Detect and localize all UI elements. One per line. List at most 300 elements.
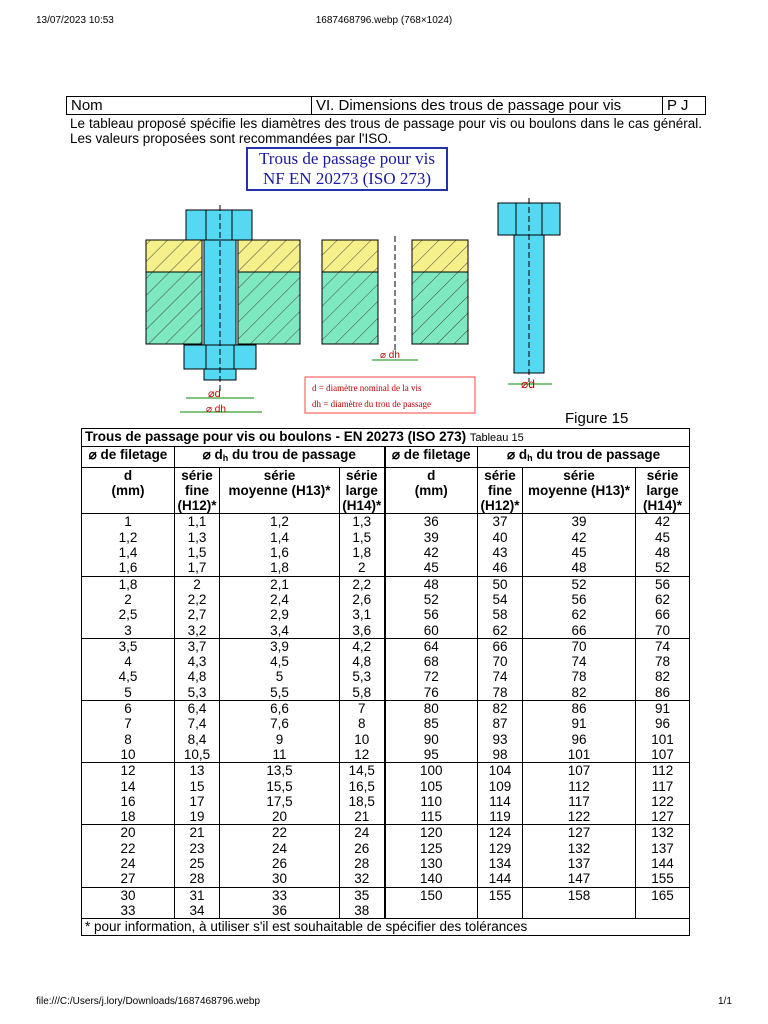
cell-value: 3,6 xyxy=(352,622,372,638)
cell-value: 80 xyxy=(423,701,439,717)
figure-number: Figure 15 xyxy=(565,410,629,427)
cell-value: 82 xyxy=(655,669,671,685)
cell-value: 70 xyxy=(655,622,671,638)
table-cell xyxy=(340,514,385,576)
table-cell xyxy=(175,825,220,887)
cell-value: 137 xyxy=(651,840,674,856)
col-moyenne-right: série moyenne (H13)* xyxy=(523,467,636,514)
cell-value: 8,4 xyxy=(187,731,207,747)
cell-value: 4,5 xyxy=(118,669,138,685)
table-cell xyxy=(636,825,690,887)
cell-value: 2 xyxy=(124,591,132,607)
cell-value: 56 xyxy=(571,591,587,607)
cell-value: 1,4 xyxy=(118,545,138,561)
cell-value: 66 xyxy=(571,622,587,638)
cell-value: 26 xyxy=(354,840,370,856)
print-file-path: file:///C:/Users/j.lory/Downloads/1687468796.webp xyxy=(36,996,261,1007)
cell-value: 52 xyxy=(655,560,671,576)
table-cell xyxy=(82,825,175,887)
cell-value: 137 xyxy=(567,856,591,872)
cell-value: 122 xyxy=(651,793,674,809)
dimension-lines-left xyxy=(180,388,262,415)
cell-value: 7,4 xyxy=(187,716,207,732)
table-cell xyxy=(220,825,340,887)
label-d-left: ⌀d xyxy=(208,388,221,400)
table-cell xyxy=(385,825,478,887)
cell-value: 117 xyxy=(568,793,590,809)
cell-value: 125 xyxy=(419,840,443,856)
cell-value: 27 xyxy=(120,871,136,887)
figure-title-line2: NF EN 20273 (ISO 273) xyxy=(262,169,432,188)
cell-value: 7,6 xyxy=(270,716,289,732)
cell-value: 105 xyxy=(419,778,443,794)
header-filetage-left: ⌀ de filetage xyxy=(82,447,175,467)
cell-value: 35 xyxy=(354,887,370,903)
label-dh-left: ⌀ dh xyxy=(206,404,226,415)
cell-value: 5 xyxy=(124,684,132,700)
table-cell xyxy=(175,887,220,919)
cell-value: 5,3 xyxy=(352,669,372,685)
cell-value: 14 xyxy=(120,778,136,794)
cell-value: 11 xyxy=(272,746,287,762)
cell-value: 16,5 xyxy=(348,778,375,794)
cell-value: 100 xyxy=(419,763,443,779)
print-page-count: 1/1 xyxy=(718,996,732,1007)
cell-value: 122 xyxy=(567,809,591,825)
cell-value: 24 xyxy=(271,840,288,856)
cell-value: 39 xyxy=(423,529,439,545)
cell-value: 7 xyxy=(124,716,132,732)
table-row-group xyxy=(82,763,690,825)
figure-title-line1: Trous de passage pour vis xyxy=(259,149,435,168)
cell-value: 2,1 xyxy=(270,576,289,592)
cell-value: 58 xyxy=(492,607,508,623)
cell-value: 6,4 xyxy=(187,701,207,717)
table-row-group xyxy=(82,825,690,887)
table-cell xyxy=(478,638,523,700)
cell-value: 91 xyxy=(655,701,671,717)
cell-value: 30 xyxy=(271,871,288,887)
title-main: VI. Dimensions des trous de passage pour vis xyxy=(312,97,663,114)
cell-value: 76 xyxy=(423,684,439,700)
col-large-left: série large (H14)* xyxy=(340,467,385,514)
table-cell xyxy=(385,887,478,919)
cell-value: 56 xyxy=(655,576,671,592)
cell-value: 46 xyxy=(492,560,508,576)
cell-value: 110 xyxy=(420,793,443,809)
label-d-right: ⌀d xyxy=(521,377,535,391)
cell-value: 56 xyxy=(423,607,439,623)
header-dh-left: ⌀ $d_h$ du trou de passage xyxy=(175,447,385,467)
cell-value: 7 xyxy=(357,701,366,717)
table-caption: Trous de passage pour vis ou boulons - EN 20273 (ISO 273) Tableau 15 xyxy=(82,429,690,447)
cell-value: 2,2 xyxy=(352,576,372,592)
legend-dh: dh = diamètre du trou de passage xyxy=(312,399,432,409)
cell-value: 66 xyxy=(492,638,508,654)
cell-value: 2,7 xyxy=(187,607,207,623)
cell-value: 21 xyxy=(354,809,370,825)
cell-value: 1,2 xyxy=(270,514,289,530)
cell-value: 96 xyxy=(655,716,671,732)
cell-value: 4 xyxy=(124,654,132,670)
table-cell xyxy=(636,701,690,763)
cell-value: 38 xyxy=(354,902,370,918)
cell-value: 12 xyxy=(120,763,136,779)
table-cell xyxy=(523,887,636,919)
cell-value: 33 xyxy=(271,887,288,903)
cell-value: 78 xyxy=(655,654,671,670)
title-pj: P J xyxy=(667,97,689,114)
cell-value: 91 xyxy=(571,716,587,732)
cell-value: 1,5 xyxy=(187,545,207,561)
cell-value: 24 xyxy=(120,856,136,872)
cell-value: 2,6 xyxy=(352,591,372,607)
table-cell xyxy=(82,638,175,700)
cell-value: 134 xyxy=(488,856,512,872)
table-cell xyxy=(523,825,636,887)
cell-value: 33 xyxy=(120,902,136,918)
cell-value: 104 xyxy=(488,763,512,779)
cell-value: 18 xyxy=(120,809,136,825)
cell-value: 8 xyxy=(357,716,366,732)
cell-value: 101 xyxy=(651,731,674,747)
table-cell xyxy=(82,514,175,576)
cell-value: 78 xyxy=(492,684,508,700)
cell-value: 25 xyxy=(189,856,205,872)
table-cell xyxy=(385,638,478,700)
table-cell xyxy=(478,887,523,919)
plates-with-hole xyxy=(322,236,468,361)
cell-value: 9 xyxy=(275,731,284,747)
cell-value: 14,5 xyxy=(348,763,375,779)
cell-value: 52 xyxy=(423,591,439,607)
table-cell xyxy=(478,763,523,825)
cell-value: 1,2 xyxy=(118,529,138,545)
cell-value: 70 xyxy=(492,654,508,670)
table-cell xyxy=(385,576,478,638)
cell-value: 39 xyxy=(571,514,587,530)
table-cell xyxy=(175,576,220,638)
cell-value: 147 xyxy=(567,871,591,887)
cell-value: 124 xyxy=(488,825,512,841)
cell-value: 17 xyxy=(189,793,205,809)
cell-value: 119 xyxy=(489,809,511,825)
table-footnote: * pour information, à utiliser s'il est souhaitable de spécifier des tolérances xyxy=(82,919,690,935)
table-cell xyxy=(636,638,690,700)
cell-value: 31 xyxy=(189,887,205,903)
table-cell xyxy=(175,638,220,700)
table-row-group xyxy=(82,514,690,576)
cell-value: 129 xyxy=(488,840,512,856)
col-d-left: d (mm) xyxy=(82,467,175,514)
cell-value: 114 xyxy=(489,793,511,809)
cell-value: 82 xyxy=(492,701,508,717)
cell-value: 15 xyxy=(189,778,205,794)
cell-value: 45 xyxy=(571,545,587,561)
table-cell xyxy=(82,887,175,919)
cell-value: 132 xyxy=(567,840,591,856)
cell-value: 12 xyxy=(354,746,370,762)
cell-value: 1,7 xyxy=(187,560,207,576)
cell-value: 42 xyxy=(571,529,587,545)
cell-value: 60 xyxy=(423,622,439,638)
table-ref: Tableau 15 xyxy=(469,432,524,444)
table-row-group xyxy=(82,576,690,638)
cell-value: 6,6 xyxy=(270,701,289,717)
table-cell xyxy=(175,763,220,825)
bolt-right xyxy=(498,198,560,391)
cell-value: 42 xyxy=(423,545,439,561)
table-cell xyxy=(523,514,636,576)
cell-value: 13 xyxy=(189,763,205,779)
cell-value: 3,4 xyxy=(270,622,289,638)
cell-value: 87 xyxy=(492,716,508,732)
cell-value: 2,2 xyxy=(187,591,207,607)
cell-value: 5 xyxy=(275,669,284,685)
table-cell xyxy=(478,576,523,638)
cell-value: 22 xyxy=(271,825,288,841)
cell-value: 127 xyxy=(567,825,591,841)
cell-value: 48 xyxy=(571,560,587,576)
cell-value: 82 xyxy=(571,684,587,700)
cell-value: 158 xyxy=(567,887,591,903)
cell-value: 3,2 xyxy=(187,622,207,638)
cell-value: 4,2 xyxy=(352,638,372,654)
table-cell xyxy=(385,701,478,763)
cell-value: 70 xyxy=(571,638,587,654)
cell-value: 50 xyxy=(492,576,508,592)
table-cell xyxy=(82,701,175,763)
cell-value: 22 xyxy=(120,840,136,856)
cell-value: 112 xyxy=(568,778,590,794)
cell-value: 95 xyxy=(423,746,439,762)
cell-value: 1,1 xyxy=(187,514,207,530)
table-cell xyxy=(523,576,636,638)
table-cell xyxy=(82,763,175,825)
cell-value: 115 xyxy=(420,809,443,825)
cell-value: 10 xyxy=(354,731,370,747)
cell-value: 5,8 xyxy=(352,684,372,700)
table-cell xyxy=(340,576,385,638)
cell-value: 78 xyxy=(571,669,587,685)
table-cell xyxy=(636,887,690,919)
cell-value: 37 xyxy=(492,514,508,530)
drawing-legend xyxy=(305,377,475,413)
cell-value: 19 xyxy=(189,809,205,825)
cell-value: 48 xyxy=(655,545,671,561)
table-cell xyxy=(636,576,690,638)
table-cell xyxy=(175,514,220,576)
table-cell xyxy=(340,887,385,919)
cell-value: 165 xyxy=(651,887,674,903)
cell-value: 130 xyxy=(419,856,443,872)
cell-value: 107 xyxy=(567,763,591,779)
cell-value: 155 xyxy=(651,871,674,887)
cell-value: 30 xyxy=(120,887,136,903)
table-cell xyxy=(220,638,340,700)
intro-paragraph: Le tableau proposé spécifie les diamètres des trous de passage pour vis ou boulons dans le cas général. Les valeurs proposées sont recommandées par l'ISO. xyxy=(70,116,702,146)
label-dh-middle: ⌀ dh xyxy=(380,350,400,361)
cell-value: 3,9 xyxy=(270,638,289,654)
cell-value: 45 xyxy=(423,560,439,576)
cell-value: 62 xyxy=(571,607,587,623)
cell-value: 117 xyxy=(651,778,674,794)
legend-d: d = diamètre nominal de la vis xyxy=(312,383,422,393)
cell-value: 1,6 xyxy=(118,560,138,576)
cell-value: 4,8 xyxy=(352,654,372,670)
table-cell xyxy=(220,887,340,919)
cell-value: 127 xyxy=(651,809,674,825)
cell-value: 1,8 xyxy=(270,560,289,576)
cell-value: 20 xyxy=(120,825,136,841)
cell-value: 62 xyxy=(492,622,508,638)
table-cell xyxy=(478,514,523,576)
cell-value: 1,3 xyxy=(187,529,207,545)
cell-value: 23 xyxy=(189,840,205,856)
cell-value: 1,6 xyxy=(270,545,289,561)
clearance-hole-table xyxy=(81,428,690,936)
table-row-group xyxy=(82,638,690,700)
table-cell xyxy=(478,701,523,763)
print-tab-title: 1687468796.webp (768×1024) xyxy=(315,15,453,26)
cell-value: 20 xyxy=(271,809,288,825)
table-cell xyxy=(220,576,340,638)
cell-value: 16 xyxy=(120,793,136,809)
table-cell xyxy=(340,825,385,887)
col-fine-right: série fine (H12)* xyxy=(478,467,523,514)
cell-value: 2,4 xyxy=(270,591,289,607)
cell-value: 2 xyxy=(193,576,201,592)
col-large-right: série large (H14)* xyxy=(636,467,690,514)
cell-value: 4,5 xyxy=(270,654,289,670)
cell-value: 86 xyxy=(571,701,587,717)
table-cell xyxy=(523,638,636,700)
cell-value: 98 xyxy=(492,746,508,762)
table-cell xyxy=(220,763,340,825)
cell-value: 109 xyxy=(488,778,512,794)
bolt-hole-drawing xyxy=(0,0,768,430)
cell-value: 8 xyxy=(124,731,132,747)
cell-value: 24 xyxy=(354,825,370,841)
table-cell xyxy=(478,825,523,887)
cell-value: 1,5 xyxy=(352,529,372,545)
cell-value: 1,3 xyxy=(352,514,372,530)
cell-value: 85 xyxy=(423,716,439,732)
cell-value: 74 xyxy=(655,638,671,654)
header-filetage-right: ⌀ de filetage xyxy=(385,447,478,467)
cell-value: 107 xyxy=(651,746,674,762)
table-cell xyxy=(523,763,636,825)
cell-value: 2,9 xyxy=(270,607,289,623)
cell-value: 74 xyxy=(571,654,587,670)
cell-value: 6 xyxy=(124,701,132,717)
cell-value: 2,5 xyxy=(118,607,138,623)
table-cell xyxy=(523,701,636,763)
table-row-group xyxy=(82,701,690,763)
cell-value: 2 xyxy=(357,560,366,576)
table-cell xyxy=(82,576,175,638)
cell-value: 1,8 xyxy=(352,545,372,561)
cell-value: 10,5 xyxy=(183,746,211,762)
cell-value: 15,5 xyxy=(266,778,293,794)
cell-value: 54 xyxy=(492,591,508,607)
cell-value: 42 xyxy=(655,514,671,530)
cell-value: 101 xyxy=(567,746,591,762)
cell-value: 52 xyxy=(571,576,587,592)
cell-value: 3,7 xyxy=(187,638,207,654)
col-fine-left: série fine (H12)* xyxy=(175,467,220,514)
table-cell xyxy=(220,514,340,576)
print-datetime: 13/07/2023 10:53 xyxy=(36,15,114,26)
cell-value: 21 xyxy=(189,825,205,841)
cell-value: 74 xyxy=(492,669,508,685)
cell-value: 120 xyxy=(419,825,443,841)
cell-value: 10 xyxy=(120,746,136,762)
cell-value: 26 xyxy=(271,856,288,872)
cell-value: 43 xyxy=(492,545,508,561)
cell-value: 155 xyxy=(488,887,512,903)
table-cell xyxy=(385,763,478,825)
table-cell xyxy=(175,701,220,763)
cell-value: 1 xyxy=(124,514,132,530)
cell-value: 28 xyxy=(189,871,205,887)
header-dh-right: ⌀ $d_h$ du trou de passage xyxy=(478,447,690,467)
cell-value: 36 xyxy=(423,514,439,530)
table-cell xyxy=(340,701,385,763)
table-cell xyxy=(340,638,385,700)
cell-value: 13,5 xyxy=(266,763,293,779)
cell-value: 1,4 xyxy=(270,529,289,545)
cell-value: 96 xyxy=(571,731,587,747)
cell-value: 64 xyxy=(423,638,439,654)
table-cell xyxy=(220,701,340,763)
cell-value: 40 xyxy=(492,529,508,545)
cell-value: 45 xyxy=(655,529,671,545)
cell-value: 4,8 xyxy=(187,669,207,685)
table-cell xyxy=(385,514,478,576)
cell-value: 144 xyxy=(488,871,512,887)
cell-value: 36 xyxy=(271,902,288,918)
table-cell xyxy=(636,763,690,825)
table-cell xyxy=(340,763,385,825)
cell-value: 132 xyxy=(651,825,674,841)
cell-value: 17,5 xyxy=(266,793,293,809)
cell-value: 48 xyxy=(423,576,439,592)
cell-value: 5,5 xyxy=(270,684,289,700)
cell-value: 93 xyxy=(492,731,508,747)
col-d-right: d (mm) xyxy=(385,467,478,514)
cell-value: 62 xyxy=(655,591,671,607)
cell-value: 72 xyxy=(423,669,439,685)
col-moyenne-left: série moyenne (H13)* xyxy=(220,467,340,514)
cell-value: 90 xyxy=(423,731,439,747)
table-row-group xyxy=(82,887,690,919)
cell-value: 1,8 xyxy=(118,576,138,592)
cell-value: 150 xyxy=(419,887,443,903)
cell-value: 34 xyxy=(189,902,205,918)
cell-value: 3 xyxy=(124,622,132,638)
cell-value: 66 xyxy=(655,607,671,623)
table-cell xyxy=(636,514,690,576)
cell-value: 68 xyxy=(423,654,439,670)
cell-value: 86 xyxy=(655,684,671,700)
cell-value: 32 xyxy=(354,871,370,887)
cell-value: 112 xyxy=(651,763,674,779)
cell-value: 18,5 xyxy=(348,793,375,809)
cell-value: 3,5 xyxy=(118,638,138,654)
cell-value: 5,3 xyxy=(187,684,207,700)
cell-value: 3,1 xyxy=(352,607,372,623)
